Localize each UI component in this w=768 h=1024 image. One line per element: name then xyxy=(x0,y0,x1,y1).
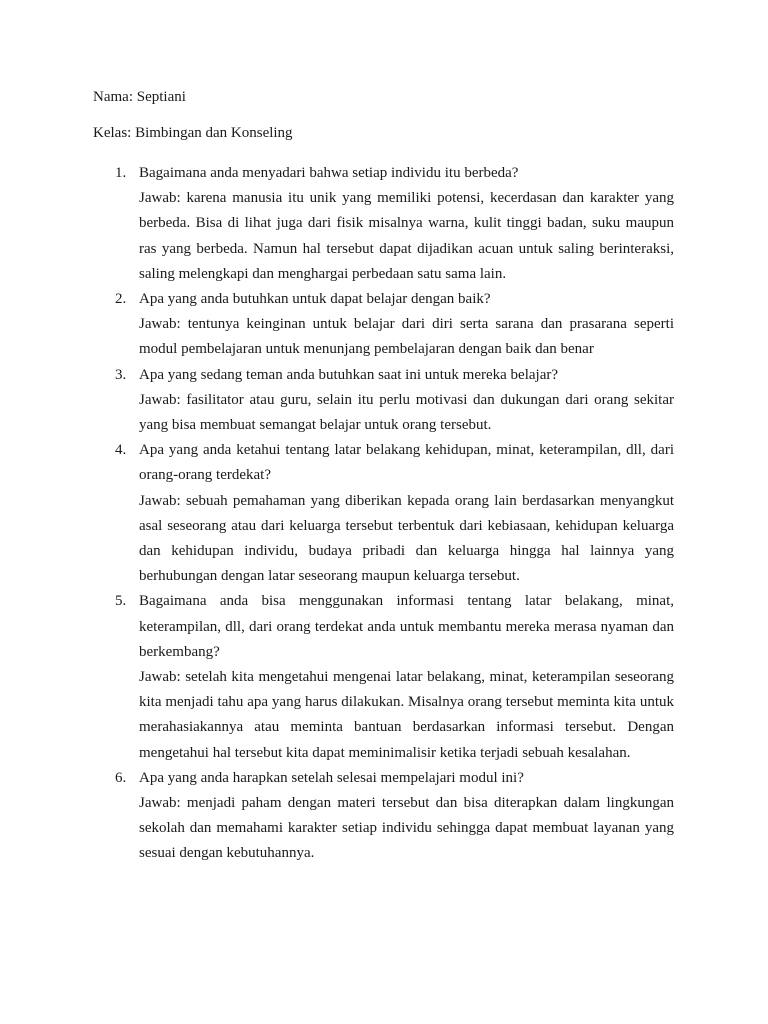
question-answer-list xyxy=(115,161,674,867)
qa-item-3 xyxy=(115,363,674,439)
qa-item-5 xyxy=(115,589,674,765)
student-class-line: Kelas: Bimbingan dan Konseling xyxy=(93,125,293,141)
answer-text: Jawab: setelah kita mengetahui mengenai latar belakang, minat, keterampilan seseorang kita menjadi tahu apa yang harus dilakukan. Misalnya orang tersebut meminta kita untuk merahasiakannya atau meminta bantuan berdasarkan informasi tersebut. Dengan mengetahui hal tersebut kita dapat meminimalisir ketika terjadi sebuah kesalahan. xyxy=(139,669,674,761)
qa-item-6 xyxy=(115,766,674,867)
answer-text: Jawab: fasilitator atau guru, selain itu perlu motivasi dan dukungan dari orang sekitar yang bisa membuat semangat belajar untuk orang tersebut. xyxy=(139,391,674,434)
question-number: 6. xyxy=(115,769,127,786)
question-number: 5. xyxy=(115,593,127,610)
answer-text: Jawab: tentunya keinginan untuk belajar dari diri serta sarana dan prasarana seperti modul pembelajaran untuk menunjang pembelajaran dengan baik dan benar xyxy=(139,316,674,358)
student-name-line: Nama: Septiani xyxy=(93,89,186,105)
question-text: Apa yang sedang teman anda butuhkan saat ini untuk mereka belajar? xyxy=(139,366,559,383)
answer-text: Jawab: menjadi paham dengan materi tersebut dan bisa diterapkan dalam lingkungan sekolah dan memahami karakter setiap individu sehingga dapat membuat layanan yang sesuai dengan kebutuhannya. xyxy=(139,795,674,862)
question-text: Bagaimana anda menyadari bahwa setiap individu itu berbeda? xyxy=(139,165,519,181)
question-number: 4. xyxy=(115,442,127,459)
qa-item-1 xyxy=(115,161,674,287)
answer-text: Jawab: karena manusia itu unik yang memiliki potensi, kecerdasan dan karakter yang berbeda. Bisa di lihat juga dari fisik misalnya warna, kulit tinggi badan, suku maupun ras yang berbeda. Namun hal tersebut dapat dijadikan acuan untuk saling berinteraksi, saling melengkapi dan menghargai perbedaan satu sama lain. xyxy=(139,190,674,282)
question-text: Apa yang anda ketahui tentang latar belakang kehidupan, minat, keterampilan, dll, dari orang-orang terdekat? xyxy=(139,442,674,484)
question-number: 2. xyxy=(115,291,127,308)
question-number: 3. xyxy=(115,366,127,383)
question-number: 1. xyxy=(115,165,127,181)
qa-item-2 xyxy=(115,287,674,363)
question-text: Apa yang anda butuhkan untuk dapat belajar dengan baik? xyxy=(139,291,491,308)
qa-item-4 xyxy=(115,438,674,589)
question-text: Apa yang anda harapkan setelah selesai mempelajari modul ini? xyxy=(139,769,524,786)
answer-text: Jawab: sebuah pemahaman yang diberikan kepada orang lain berdasarkan menyangkut asal seseorang atau dari keluarga tersebut terbentuk dari kebiasaan, kehidupan keluarga dan kehidupan individu, budaya pribadi dan keluarga hingga hal lainnya yang berhubungan dengan latar seseorang maupun keluarga tersebut. xyxy=(139,492,674,585)
question-text: Bagaimana anda bisa menggunakan informasi tentang latar belakang, minat, keterampilan, dll, dari orang terdekat anda untuk membantu mereka merasa nyaman dan berkembang? xyxy=(139,593,674,660)
